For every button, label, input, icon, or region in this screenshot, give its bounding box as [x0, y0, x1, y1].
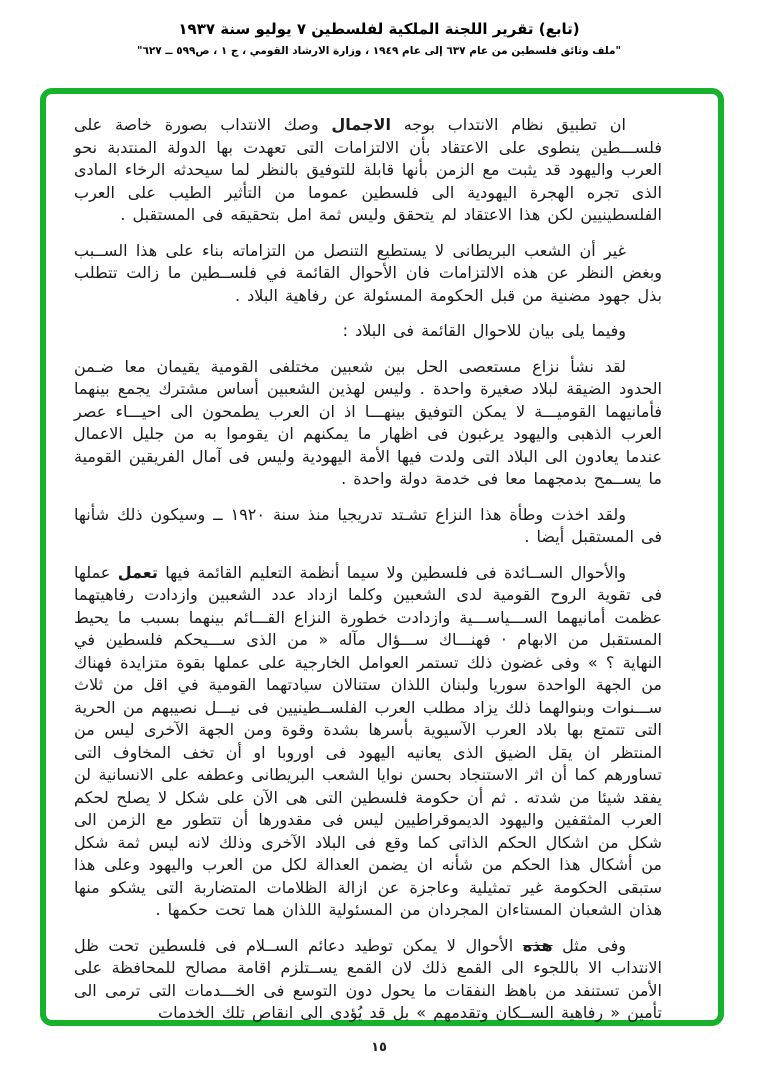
page-number: ١٥: [371, 1040, 387, 1055]
struck-word: هذه: [522, 935, 553, 955]
bold-word: الاجمال: [331, 115, 391, 134]
page-title: (تابع) تقرير اللجنة الملكية لفلسطين ٧ يوليو سنة ١٩٣٧: [178, 20, 580, 38]
paragraph: [74, 562, 662, 922]
paragraph: [74, 356, 662, 491]
text-run: والأحوال الســائدة فى فلسطين ولا سيما أنظمة التعليم القائمة فيها: [157, 562, 627, 582]
bold-word: تعمل: [117, 562, 158, 582]
text-run: وصك الانتداب بصورة خاصة على فلســـطين ينطوى على الاعتقاد بأن الالتزامات التى تعهدت بها الدولة المنتدبة نحو العرب واليهود قد يثبت مع الزمن بأنها قابلة للتوفيق بالنظر لما سيحدثه الرخاء المادى الذى تجره الهجرة اليهودية الى فلسطين عموما من التأثير الطيب على العرب الفلسطينيين لكن هذا الاعتقاد لم يتحقق وليس ثمة امل بتحقيقه فى المستقبل .: [74, 115, 662, 224]
text-run: غير أن الشعب البريطانى لا يستطيع التنصل من التزاماته بناء على هذا الســبب وبغض النظر عن هذه الالتزامات فان الأحوال القائمة في فلســطين ما زالت تتطلب بذل جهود مضنية من قبل الحكومة المسئولة عن رفاهية البلاد .: [74, 240, 662, 305]
paragraph: [74, 114, 662, 227]
paragraph: [74, 320, 662, 343]
paragraph: [74, 935, 662, 1025]
paragraph: [74, 240, 662, 308]
text-run: لقد نشأ نزاع مستعصى الحل بين شعبين مختلفى القومية يقيمان معا ضـمن الحدود الضيقة لبلاد صغيرة واحدة . وليس لهذين الشعبين أساس مشترك يجمع بينهما فأمانيهما القوميـــة لا يمكن التوفيق بينهـــا اذ ان العرب يطمحون الى احيـــاء عصر العرب الذهبى واليهود يرغبون فى اظهار ما يمكنهم ان يقوموا به من جليل الاعمال عندما يعادون الى البلاد التى ولدت فيها الأمة اليهودية وليس فى آمال الفريقين القومية ما يســمح بدمجهما معا فى خدمة دولة واحدة .: [74, 356, 662, 488]
text-run: وفى مثل: [552, 935, 626, 955]
page-subtitle: "ملف وثائق فلسطين من عام ٦٣٧ إلى عام ١٩٤٩ ، وزارة الارشاد القومي ، ج ١ ، ص٥٩٩ ــ ٦٢٧": [136, 45, 622, 57]
paragraph: [74, 504, 662, 549]
text-run: الأحوال لا يمكن توطيد دعائم الســلام فى فلسطين تحت ظل الانتداب الا باللجوء الى القمع ذلك لان القمع يســتلزم اقامة مصالح للمحافظة على الأمن تستنفد من باهظ النفقات ما يحول دون التوسع فى الخـــدمات التى ترمى الى تأمين « رفاهية الســكان وتقدمهم » بل قد يُؤدى الى انقاص تلك الخدمات: [74, 935, 662, 1022]
green-frame: [40, 88, 724, 1026]
document-body: [74, 114, 662, 1025]
document-header: [0, 0, 758, 57]
text-run: ان تطبيق نظام الانتداب بوجه: [390, 115, 626, 134]
text-run: وفيما يلى بيان للاحوال القائمة فى البلاد :: [342, 321, 626, 340]
text-run: عملها فى تقوية الروح القومية لدى الشعبين وكلما ازداد عدد الشعبين وازدادت رفاهيتهما عظمت أمانيهما الســـياســـية وازدادت خطورة النزاع القـــائم بينهما بسبب ما يحيط المستقبل من الابهام · فهنـــاك ســـؤال مآله « من الذى ســـيحكم فلسطين في النهاية ؟ » وفى غضون ذلك تستمر العوامل الخارجية على عملها بقوة متزايدة فهناك من الجهة الواحدة سوريا ولبنان اللذان ستنالان سيادتهما القومية في اقل من ثلاث ســـنوات وبنوالهما ذلك يزاد مطلب العرب الفلســطينيين فى نيـــل نصيبهم من الحرية التى تتمتع بها بلاد العرب الآسيوية بأسرها بشدة وقوة ومن الجهة الآخرى ليس من المنتظر ان يقل الضيق الذى يعانيه اليهود فى اوروبا او أن تخف المخاوف التى تساورهم كما أن اثر الاستنجاد بحسن نوايا الشعب البريطانى وعطفه على الانسانية لن يفقد شيئا من شدته . ثم أن حكومة فلسطين التى هى الآن على شكل لا يصلح لحكم العرب المثقفين واليهود الديموقراطيين ليس فى مقدورها أن تتطور مع الزمن الى شكل من اشكال الحكم الذاتى كما وقع فى البلاد الآخرى وذلك لانه ليس ثمة شكل من أشكال هذا الحكم من شأنه ان يضمن العدالة لكل من العرب واليهود وعلى هذا ستبقى الحكومة غير تمثيلية وعاجزة عن ازالة الظلامات المتضاربة التى يشكو منها هذان الشعبان المستاءان المجردان من المسئولية اللذان هما تحت حكمها .: [74, 562, 662, 919]
text-run: ولقد اخذت وطأة هذا النزاع تشـتد تدريجيا منذ سنة ١٩٢٠ ــ وسيكون ذلك شأنها فى المستقبل أيضا .: [74, 504, 662, 546]
